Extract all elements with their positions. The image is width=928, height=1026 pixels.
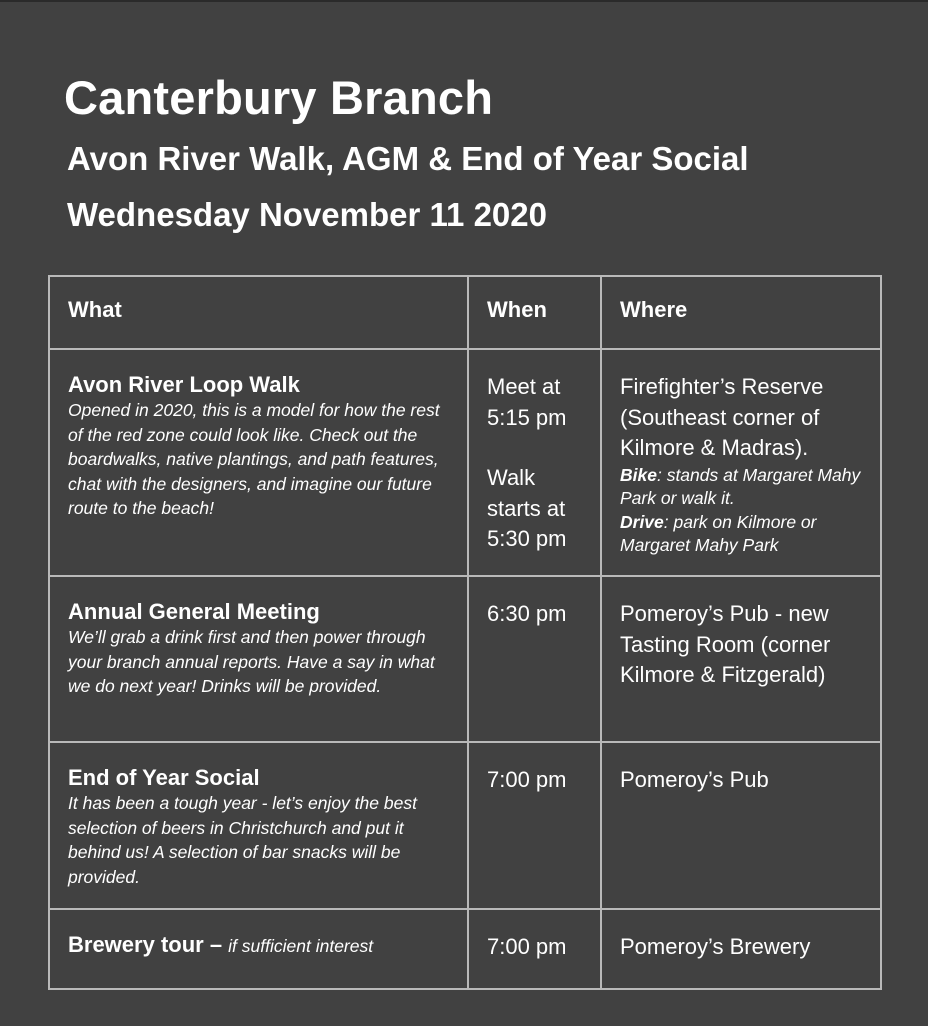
event-date: Wednesday November 11 2020 xyxy=(67,196,547,233)
where-cell xyxy=(601,909,881,989)
venue: Pomeroy’s Brewery xyxy=(620,934,811,959)
event-description: Opened in 2020, this is a model for how the rest of the red zone could look like. Check out the boardwalks, native plantings, and path features, chat with the designers, and imagine our future route to the beach! xyxy=(68,400,440,518)
when-cell xyxy=(468,349,601,576)
table-header-row xyxy=(49,276,881,349)
event-time: 7:00 pm xyxy=(487,934,567,959)
table-row xyxy=(49,349,881,576)
column-header-when: When xyxy=(468,276,601,349)
bike-label: Bike xyxy=(620,464,657,485)
event-title: End of Year Social xyxy=(68,765,260,790)
venue: Pomeroy’s Pub - new Tasting Room (corner Kilmore & Fitzgerald) xyxy=(620,601,831,687)
page-title: Canterbury Branch xyxy=(64,71,494,124)
when-cell xyxy=(468,742,601,909)
table-row xyxy=(49,909,881,989)
bike-text: : stands at Margaret Mahy Park or walk it. xyxy=(620,464,861,508)
what-cell xyxy=(49,909,468,989)
event-title: Annual General Meeting xyxy=(68,599,320,624)
meet-time: Meet at 5:15 pm xyxy=(487,374,567,430)
event-title xyxy=(68,932,457,959)
event-title-text: Brewery tour – xyxy=(68,932,229,957)
column-header-where: Where xyxy=(601,276,881,349)
drive-note xyxy=(620,511,870,558)
event-note: if sufficient interest xyxy=(228,936,374,956)
event-description: It has been a tough year - let’s enjoy the best selection of beers in Christchurch and put it behind us! A selection of bar snacks will be provided. xyxy=(68,793,417,887)
event-description: We’ll grab a drink first and then power through your branch annual reports. Have a say in what we do next year! Drinks will be provided. xyxy=(68,627,435,696)
drive-text: : park on Kilmore or Margaret Mahy Park xyxy=(620,511,817,555)
when-cell xyxy=(468,576,601,742)
schedule-table xyxy=(48,275,882,990)
what-cell xyxy=(49,742,468,909)
when-cell xyxy=(468,909,601,989)
top-border xyxy=(0,0,928,2)
table-row xyxy=(49,742,881,909)
venue: Pomeroy’s Pub xyxy=(620,767,769,792)
what-cell xyxy=(49,349,468,576)
column-header-what: What xyxy=(49,276,468,349)
drive-label: Drive xyxy=(620,511,664,532)
table-row xyxy=(49,576,881,742)
bike-note xyxy=(620,464,870,511)
event-time: 7:00 pm xyxy=(487,767,567,792)
where-cell xyxy=(601,349,881,576)
where-cell xyxy=(601,742,881,909)
start-time: Walk starts at 5:30 pm xyxy=(487,465,567,551)
page-subtitle: Avon River Walk, AGM & End of Year Social xyxy=(67,140,749,177)
where-cell xyxy=(601,576,881,742)
event-time: 6:30 pm xyxy=(487,601,567,626)
event-title: Avon River Loop Walk xyxy=(68,372,300,397)
venue: Firefighter’s Reserve (Southeast corner of Kilmore & Madras). xyxy=(620,374,824,460)
what-cell xyxy=(49,576,468,742)
